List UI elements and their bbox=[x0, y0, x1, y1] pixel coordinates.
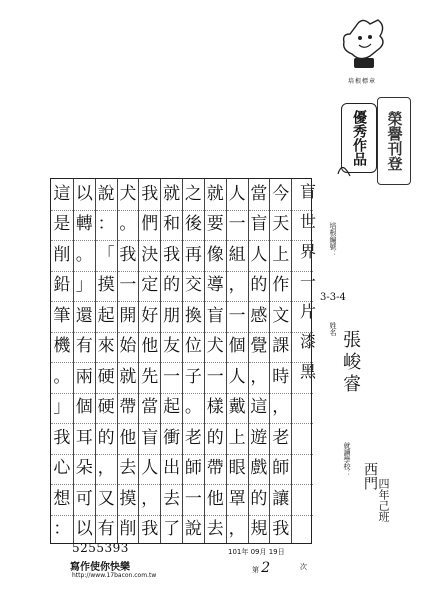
essay-character: 筆 bbox=[53, 305, 71, 326]
grid-row-line bbox=[292, 240, 313, 241]
page-indicator bbox=[252, 560, 270, 576]
writing-grid bbox=[50, 178, 312, 544]
grid-column bbox=[73, 179, 95, 543]
essay-character: ， bbox=[141, 488, 159, 509]
essay-character: 盲 bbox=[250, 214, 268, 235]
essay-character: 起 bbox=[97, 305, 115, 326]
grid-row-line bbox=[292, 271, 313, 272]
essay-character: 是 bbox=[53, 214, 71, 235]
essay-character: 說 bbox=[184, 519, 202, 540]
essay-character: 一 bbox=[163, 366, 181, 387]
essay-character: 老 bbox=[272, 427, 290, 448]
essay-character: ： bbox=[97, 214, 115, 235]
essay-character: 先 bbox=[141, 366, 159, 387]
essay-character: 去 bbox=[206, 519, 224, 540]
essay-character: 人 bbox=[228, 183, 246, 204]
essay-character: 耳 bbox=[75, 427, 93, 448]
essay-character: 始 bbox=[119, 336, 137, 357]
essay-character: 鉛 bbox=[53, 275, 71, 296]
essay-character: 一 bbox=[119, 275, 137, 296]
essay-character: 摸 bbox=[119, 488, 137, 509]
essay-character: 感 bbox=[250, 305, 268, 326]
essay-character: 一 bbox=[206, 366, 224, 387]
essay-character: 組 bbox=[228, 244, 246, 265]
essay-character: 子 bbox=[184, 366, 202, 387]
essay-character: 硬 bbox=[97, 397, 115, 418]
essay-character: 作 bbox=[272, 275, 290, 296]
essay-character: 朵 bbox=[75, 458, 93, 479]
essay-character: 我 bbox=[119, 244, 137, 265]
bacon-mascot-logo bbox=[340, 12, 388, 70]
essay-character: 師 bbox=[184, 458, 202, 479]
essay-character: 兩 bbox=[75, 366, 93, 387]
essay-character: 以 bbox=[75, 519, 93, 540]
essay-character: 削 bbox=[53, 244, 71, 265]
essay-character: 起 bbox=[163, 397, 181, 418]
essay-character: 戲 bbox=[250, 458, 268, 479]
essay-character: 定 bbox=[141, 275, 159, 296]
grid-column bbox=[269, 179, 291, 543]
student-name: 張峻睿 bbox=[340, 330, 361, 396]
essay-character: 就 bbox=[119, 366, 137, 387]
essay-character: 這 bbox=[53, 183, 71, 204]
essay-character: 當 bbox=[141, 397, 159, 418]
essay-character: 個 bbox=[228, 336, 246, 357]
essay-character: 他 bbox=[119, 427, 137, 448]
essay-character: 盲 bbox=[141, 427, 159, 448]
essay-character: 我 bbox=[53, 427, 71, 448]
essay-character: 友 bbox=[163, 336, 181, 357]
essay-character: 後 bbox=[184, 214, 202, 235]
essay-character: 」 bbox=[53, 397, 71, 418]
essay-character: 再 bbox=[184, 244, 202, 265]
essay-character: 之 bbox=[184, 183, 202, 204]
essay-character: 人 bbox=[228, 366, 246, 387]
essay-character: 朋 bbox=[163, 305, 181, 326]
essay-character: 。 bbox=[184, 397, 202, 418]
grid-row-line bbox=[292, 332, 313, 333]
grid-column bbox=[95, 179, 117, 543]
grid-column bbox=[291, 179, 313, 543]
grid-row-line bbox=[292, 210, 313, 211]
essay-character: 帶 bbox=[119, 397, 137, 418]
essay-character: 出 bbox=[163, 458, 181, 479]
essay-character: 削 bbox=[119, 519, 137, 540]
essay-character: 的 bbox=[250, 488, 268, 509]
essay-title: 盲世界一片漆黑 bbox=[297, 183, 317, 393]
essay-character: 天 bbox=[272, 214, 290, 235]
essay-character: 遊 bbox=[250, 427, 268, 448]
code-label: 培根編號： bbox=[329, 222, 337, 257]
name-label: 姓名 bbox=[329, 322, 337, 336]
essay-character: 的 bbox=[163, 275, 181, 296]
essay-character: 。 bbox=[119, 214, 137, 235]
grid-row-line bbox=[292, 362, 313, 363]
page-number: 2 bbox=[261, 560, 271, 576]
essay-character: 他 bbox=[206, 488, 224, 509]
grid-column bbox=[51, 179, 73, 543]
grid-column bbox=[204, 179, 226, 543]
essay-character: 當 bbox=[250, 183, 268, 204]
grid-row-line bbox=[292, 301, 313, 302]
essay-character: ， bbox=[228, 275, 246, 296]
essay-character: 一 bbox=[228, 214, 246, 235]
publish-stamp-text: 榮譽刊登 bbox=[385, 111, 404, 171]
essay-character: 犬 bbox=[119, 183, 137, 204]
brand-slogan: 寫作使你快樂 bbox=[70, 562, 130, 573]
essay-character: 去 bbox=[119, 458, 137, 479]
essay-character: 就 bbox=[206, 183, 224, 204]
essay-character: 就 bbox=[163, 183, 181, 204]
essay-character: 讓 bbox=[272, 488, 290, 509]
essay-character: 轉 bbox=[75, 214, 93, 235]
grid-column bbox=[160, 179, 182, 543]
essay-character: 可 bbox=[75, 488, 93, 509]
essay-character: 罩 bbox=[228, 488, 246, 509]
grid-row-line bbox=[292, 454, 313, 455]
essay-character: ， bbox=[272, 397, 290, 418]
essay-character: 盲 bbox=[206, 305, 224, 326]
grid-row-line bbox=[292, 515, 313, 516]
essay-character: 」 bbox=[75, 275, 93, 296]
essay-character: 的 bbox=[206, 427, 224, 448]
essay-character: 還 bbox=[75, 305, 93, 326]
essay-character: 上 bbox=[228, 427, 246, 448]
essay-character: 帶 bbox=[206, 458, 224, 479]
essay-character: 機 bbox=[53, 336, 71, 357]
logo-caption: 培根標章 bbox=[348, 78, 377, 85]
essay-character: ， bbox=[250, 366, 268, 387]
code-value: 3-3-4 bbox=[320, 292, 346, 303]
essay-character: 師 bbox=[272, 458, 290, 479]
serial-number: 5255393 bbox=[72, 541, 129, 555]
essay-character: 摸 bbox=[97, 275, 115, 296]
grid-column bbox=[117, 179, 139, 543]
essay-character: 開 bbox=[119, 305, 137, 326]
essay-character: 我 bbox=[141, 183, 159, 204]
essay-character: 戴 bbox=[228, 397, 246, 418]
award-stamp-text: 優秀作品 bbox=[351, 110, 367, 166]
grid-row-line bbox=[292, 393, 313, 394]
essay-character: 好 bbox=[141, 305, 159, 326]
essay-character: 「 bbox=[97, 244, 115, 265]
essay-character: 說 bbox=[97, 183, 115, 204]
essay-character: 樣 bbox=[206, 397, 224, 418]
submission-date: 101年 09月 19日 bbox=[228, 548, 285, 556]
essay-character: ， bbox=[228, 519, 246, 540]
essay-character: 衝 bbox=[163, 427, 181, 448]
essay-character: 他 bbox=[141, 336, 159, 357]
essay-character: 像 bbox=[206, 244, 224, 265]
essay-character: 有 bbox=[75, 336, 93, 357]
essay-character: 的 bbox=[250, 275, 268, 296]
essay-character: 來 bbox=[97, 336, 115, 357]
essay-character: 老 bbox=[184, 427, 202, 448]
essay-character: 一 bbox=[184, 488, 202, 509]
essay-character: 想 bbox=[53, 488, 71, 509]
times-label: 次 bbox=[300, 563, 307, 571]
essay-character: 時 bbox=[272, 366, 290, 387]
essay-character: 有 bbox=[97, 519, 115, 540]
essay-character: 規 bbox=[250, 519, 268, 540]
essay-character: 交 bbox=[184, 275, 202, 296]
award-stamp bbox=[341, 103, 377, 173]
essay-character: 文 bbox=[272, 305, 290, 326]
essay-character: 個 bbox=[75, 397, 93, 418]
essay-character: 我 bbox=[272, 519, 290, 540]
essay-character: 上 bbox=[272, 244, 290, 265]
essay-character: 位 bbox=[184, 336, 202, 357]
grid-column bbox=[226, 179, 248, 543]
page-prefix: 第 bbox=[252, 566, 259, 574]
essay-character: 眼 bbox=[228, 458, 246, 479]
essay-character: 導 bbox=[206, 275, 224, 296]
essay-character: 人 bbox=[141, 458, 159, 479]
grid-column bbox=[182, 179, 204, 543]
essay-character: 人 bbox=[250, 244, 268, 265]
essay-character: ： bbox=[53, 519, 71, 540]
essay-character: 今 bbox=[272, 183, 290, 204]
essay-character: 了 bbox=[163, 519, 181, 540]
essay-character: 又 bbox=[97, 488, 115, 509]
school-label: 就讀學校： bbox=[343, 442, 351, 477]
essay-character: 我 bbox=[141, 519, 159, 540]
essay-character: 和 bbox=[163, 214, 181, 235]
essay-character: 課 bbox=[272, 336, 290, 357]
grid-column bbox=[248, 179, 270, 543]
grid-column bbox=[138, 179, 160, 543]
brand-url: http://www.17bacon.com.tw bbox=[72, 572, 157, 579]
grid-row-line bbox=[292, 423, 313, 424]
grid-row-line bbox=[292, 484, 313, 485]
essay-character: 以 bbox=[75, 183, 93, 204]
essay-character: 這 bbox=[250, 397, 268, 418]
essay-character: 的 bbox=[97, 427, 115, 448]
essay-character: 。 bbox=[75, 244, 93, 265]
publish-stamp bbox=[377, 97, 411, 185]
essay-character: 一 bbox=[228, 305, 246, 326]
essay-character: 犬 bbox=[206, 336, 224, 357]
essay-character: 去 bbox=[163, 488, 181, 509]
essay-character: 硬 bbox=[97, 366, 115, 387]
essay-character: 換 bbox=[184, 305, 202, 326]
essay-character: ， bbox=[97, 458, 115, 479]
essay-character: 要 bbox=[206, 214, 224, 235]
essay-character: 。 bbox=[53, 366, 71, 387]
essay-character: 們 bbox=[141, 214, 159, 235]
essay-character: 決 bbox=[141, 244, 159, 265]
essay-character: 覺 bbox=[250, 336, 268, 357]
essay-character: 心 bbox=[53, 458, 71, 479]
school-name: 西門 bbox=[362, 462, 378, 490]
class-name: 四年己班 bbox=[377, 478, 390, 522]
essay-character: 我 bbox=[163, 244, 181, 265]
